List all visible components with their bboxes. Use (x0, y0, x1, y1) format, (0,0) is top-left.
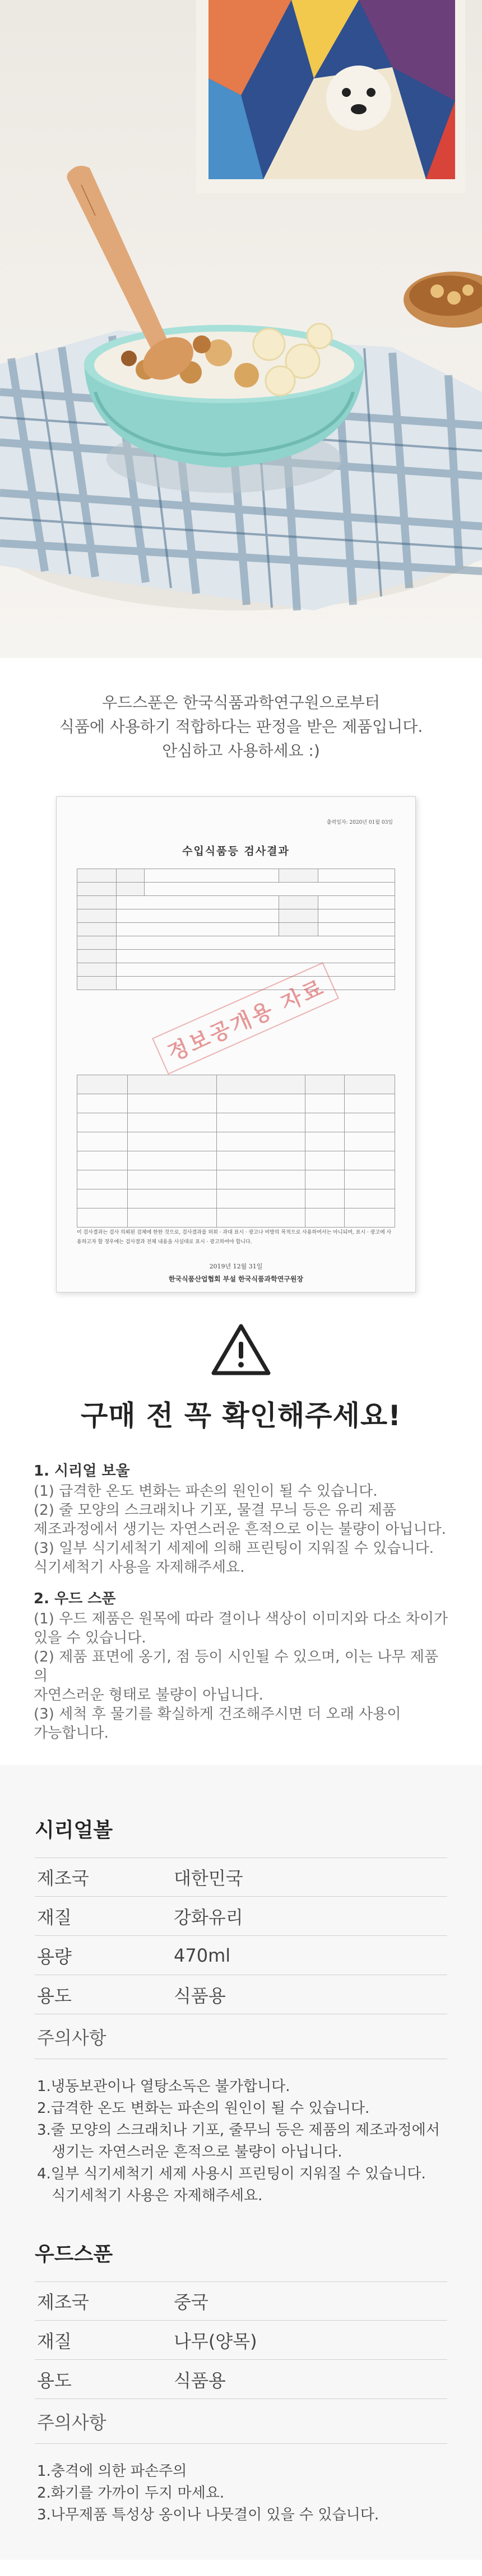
warning-spoon-line: 자연스러운 형태로 불량이 아닙니다. (34, 1687, 263, 1704)
certificate-results-table (77, 1075, 395, 1228)
product-specs (0, 1765, 482, 2560)
certificate-issue-date: 출력일자: 2020년 01월 03일 (326, 820, 393, 825)
intro-line-2: 식품에 사용하기 적합하다는 판정을 받은 제품입니다. (59, 717, 423, 736)
spec-value: 대한민국 (174, 1868, 243, 1889)
intro-text (0, 658, 482, 785)
notice-item: 2.급격한 온도 변화는 파손의 원인이 될 수 있습니다. (37, 2100, 370, 2117)
notice-item-cont: 생기는 자연스러운 흔적으로 불량이 아닙니다. (52, 2144, 342, 2160)
warning-spoon-title: 2. 우드 스푼 (34, 1590, 116, 1607)
spec-key: 용량 (37, 1945, 72, 1967)
bowl-notice-heading: 주의사항 (35, 2014, 447, 2059)
warning-bowl-line: (1) 급격한 온도 변화는 파손의 원인이 될 수 있습니다. (34, 1483, 378, 1500)
spec-row-capacity (35, 1936, 447, 1975)
certificate-info-table (77, 869, 395, 990)
spec-row-origin (35, 1858, 447, 1897)
spec-row-material (35, 1897, 447, 1936)
spec-key: 제조국 (37, 2292, 89, 2313)
inspection-certificate (56, 796, 416, 1292)
product-illustration (0, 0, 482, 658)
spec-row-usage (35, 1975, 447, 2014)
snack-plate (404, 272, 482, 328)
certificate-organization: 한국식품산업협회 부설 한국식품과학연구원장 (168, 1275, 304, 1283)
spec-key: 용도 (37, 2369, 72, 2391)
spec-key: 재질 (37, 2330, 72, 2352)
bowl-notice-list (35, 2059, 447, 2207)
spoon-notice-heading: 주의사항 (35, 2399, 447, 2444)
notice-item-cont: 식기세척기 사용은 자제해주세요. (52, 2187, 263, 2204)
spec-value: 중국 (174, 2292, 208, 2313)
certificate-section (0, 785, 482, 1306)
spoon-notice-list (35, 2444, 447, 2526)
warning-spoon-line: 있을 수 있습니다. (34, 1630, 146, 1646)
purchase-warning (0, 1306, 482, 1434)
spec-value: 470ml (174, 1944, 231, 1966)
warning-bowl-line: (2) 줄 모양의 스크래치나 기포, 물결 무늬 등은 유리 제품 (34, 1502, 396, 1519)
warning-spoon-line: 가능합니다. (34, 1725, 109, 1742)
spoon-spec-table (35, 2281, 447, 2399)
warning-spoon (34, 1589, 448, 1743)
warning-spoon-line: (3) 세척 후 물기를 확실하게 건조해주시면 더 오래 사용이 (34, 1706, 401, 1723)
warning-spoon-line: (1) 우드 제품은 원목에 따라 결이나 색상이 이미지와 다소 차이가 (34, 1611, 448, 1627)
notice-item: 3.줄 모양의 스크래치나 기포, 줄무늬 등은 제품의 제조과정에서 (37, 2122, 440, 2139)
bowl-spec-table (35, 1858, 447, 2014)
warning-bowl-line: (3) 일부 식기세척기 세제에 의해 프린팅이 지워질 수 있습니다. (34, 1540, 434, 1557)
spec-row-origin (35, 2281, 447, 2321)
disclosure-stamp: 정보공개용 자료 (152, 962, 339, 1075)
intro-line-1: 우드스푼은 한국식품과학연구원으로부터 (102, 693, 380, 712)
warning-bowl-line: 식기세척기 사용을 자제해주세요. (34, 1559, 245, 1576)
cereal-bowl (84, 324, 364, 493)
notice-item: 1.냉동보관이나 열탕소독은 불가합니다. (37, 2078, 290, 2095)
spec-value: 강화유리 (174, 1906, 243, 1928)
notice-item: 3.나무제품 특성상 옹이나 나뭇결이 있을 수 있습니다. (37, 2507, 379, 2523)
certificate-date: 2019년 12월 31일 (209, 1263, 263, 1270)
spec-key: 제조국 (37, 1868, 89, 1889)
warning-details (0, 1434, 482, 1765)
notice-item: 2.화기를 가까이 두지 마세요. (37, 2485, 225, 2502)
certificate-note: 이 검사결과는 검사 의뢰된 검체에 한한 것으로, 검사결과를 허위 · 과대 표시 · 광고나 비방의 목적으로 사용하여서는 아니되며, 표시 · 광고에 사용하고자 할 경우에는 검사결과 전체 내용을 사실대로 표시 · 광고하여야 합니다. (77, 1230, 392, 1245)
notice-item: 4.일부 식기세척기 세제 사용시 프린팅이 지워질 수 있습니다. (37, 2166, 426, 2182)
spec-row-usage (35, 2360, 447, 2399)
spec-key: 재질 (37, 1906, 72, 1928)
spec-value: 식품용 (174, 2369, 226, 2391)
warning-bowl-title: 1. 시리얼 보울 (34, 1463, 130, 1480)
warning-title: 구매 전 꼭 확인해주세요! (80, 1399, 402, 1432)
intro-line-3: 안심하고 사용하세요 :) (162, 741, 320, 760)
spec-row-material (35, 2321, 447, 2360)
spoon-spec-title: 우드스푼 (35, 2243, 113, 2266)
certificate-title: 수입식품등 검사결과 (182, 845, 290, 857)
notice-item: 1.충격에 의한 파손주의 (37, 2463, 187, 2480)
warning-bowl (34, 1462, 448, 1577)
spec-key: 용도 (37, 1985, 72, 2006)
warning-bowl-line: 제조과정에서 생기는 자연스러운 흔적으로 이는 불량이 아닙니다. (34, 1521, 446, 1538)
spec-value: 식품용 (174, 1985, 226, 2006)
product-photo (0, 0, 482, 658)
poster-frame (196, 0, 465, 193)
warning-spoon-line: (2) 제품 표면에 옹기, 점 등이 시인될 수 있으며, 이는 나무 제품의 (34, 1649, 438, 1684)
bowl-spec-title: 시리얼볼 (35, 1819, 113, 1842)
warning-icon (210, 1323, 272, 1376)
spec-value: 나무(양목) (174, 2330, 257, 2352)
